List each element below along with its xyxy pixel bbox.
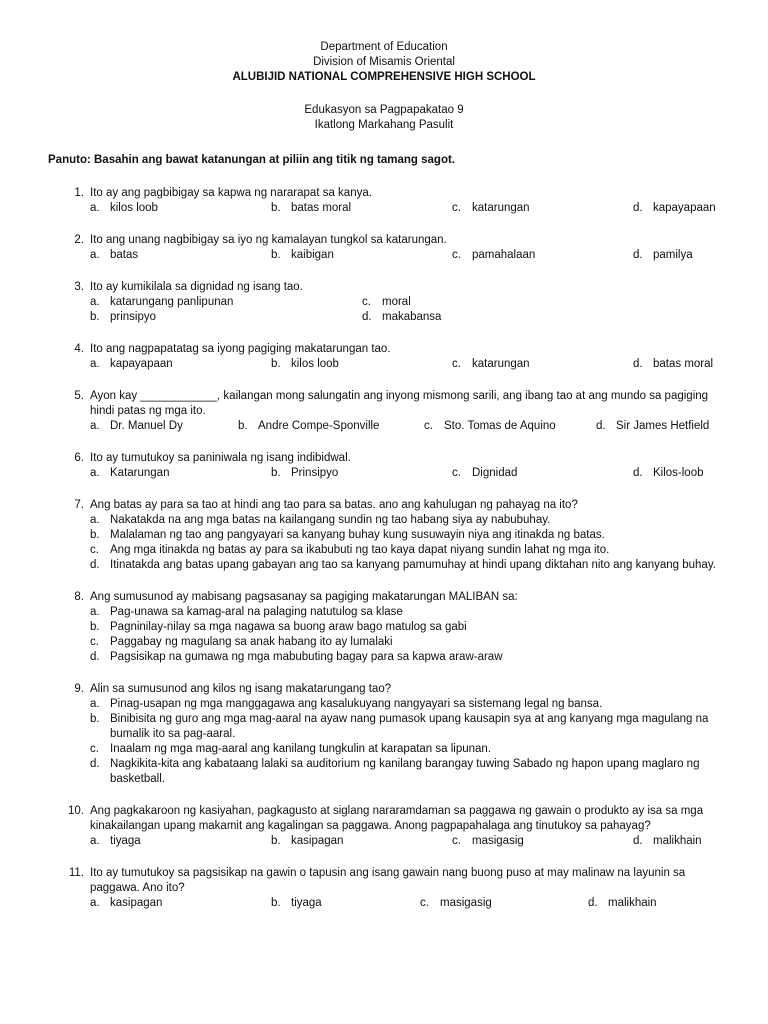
question-text: Ang pagkakaroon ng kasiyahan, pagkagusto at siglang nararamdaman sa paggawa ng gawain o produkto ay isa sa mga kinakailangan upang makamit ang kagalingan sa paggawa. Anong pagpapahalaga ang tinutukoy sa pahayag?: [90, 805, 704, 832]
option-label: b.: [90, 529, 100, 541]
question-number: 9.: [74, 683, 84, 695]
option-label: a.: [90, 420, 100, 432]
option-b: [271, 834, 343, 849]
option-label: b.: [271, 358, 281, 370]
option-text: Pinag-usapan ng mga manggagawa ang kasalukuyang nangyayari sa sistemang legal ng bansa.: [110, 698, 603, 710]
options-row: [90, 896, 724, 911]
question-number: 2.: [74, 234, 84, 246]
option-b: [90, 620, 724, 635]
option-label: b.: [271, 202, 281, 214]
option-text: batas moral: [653, 358, 714, 370]
question-7: [68, 498, 724, 573]
question-text: Ito ay tumutukoy sa pagsisikap na gawin o tapusin ang isang gawain nang buong puso at may malinaw na layunin sa paggawa. Ano ito?: [90, 867, 686, 894]
options-row: [90, 357, 724, 372]
option-label: c.: [90, 636, 99, 648]
option-label: c.: [90, 743, 99, 755]
option-a: [90, 248, 138, 263]
option-b: [271, 248, 334, 263]
option-c: [90, 742, 724, 757]
option-label: d.: [633, 358, 643, 370]
question-number: 11.: [68, 867, 84, 879]
option-text: Nagkikita-kita ang kabataang lalaki sa auditorium ng kanilang barangay tuwing Sabado ng hapon upang maglaro ng basketball.: [110, 758, 700, 785]
subject-block: [0, 103, 768, 133]
option-label: a.: [90, 698, 100, 710]
option-text: Katarungan: [110, 467, 170, 479]
option-label: b.: [271, 249, 281, 261]
option-b: [271, 896, 322, 911]
option-label: b.: [90, 713, 100, 725]
question-text: Ayon kay ____________, kailangan mong salungatin ang inyong mismong sarili, ang ibang tao at ang mundo sa pagiging hindi patas ng mga ito.: [90, 390, 709, 417]
option-d: [90, 757, 724, 787]
question-3: [68, 280, 724, 325]
option-text: Nakatakda na ang mga batas na kailangang sundin ng tao habang siya ay nabubuhay.: [110, 514, 551, 526]
option-a: [90, 697, 724, 712]
option-b: [90, 310, 156, 325]
question-6: [68, 451, 724, 481]
option-a: [90, 513, 724, 528]
option-d: [596, 419, 709, 434]
option-c: [452, 466, 517, 481]
option-text: tiyaga: [110, 835, 141, 847]
option-text: Paggabay ng magulang sa anak habang ito ay lumalaki: [110, 636, 393, 648]
option-text: katarungan: [472, 202, 530, 214]
option-label: c.: [452, 835, 461, 847]
option-label: d.: [633, 835, 643, 847]
option-label: b.: [271, 835, 281, 847]
option-label: b.: [238, 420, 248, 432]
option-label: d.: [362, 311, 372, 323]
option-text: katarungang panlipunan: [110, 296, 234, 308]
option-label: a.: [90, 835, 100, 847]
option-text: kasipagan: [291, 835, 344, 847]
option-text: Pagsisikap na gumawa ng mga mabubuting bagay para sa kapwa araw-araw: [110, 651, 503, 663]
option-d: [362, 310, 441, 325]
option-text: Kilos-loob: [653, 467, 704, 479]
option-text: Pag-unawa sa kamag-aral na palaging natutulog sa klase: [110, 606, 403, 618]
option-a: [90, 605, 724, 620]
option-d: [633, 201, 716, 216]
question-text: Ito ay kumikilala sa dignidad ng isang tao.: [90, 281, 303, 293]
option-a: [90, 466, 169, 481]
option-a: [90, 357, 173, 372]
option-text: moral: [382, 296, 411, 308]
option-a: [90, 295, 233, 310]
option-label: a.: [90, 514, 100, 526]
option-c: [90, 635, 724, 650]
option-text: malikhain: [653, 835, 702, 847]
option-text: Sir James Hetfield: [616, 420, 710, 432]
question-1: [68, 186, 724, 216]
option-label: a.: [90, 296, 100, 308]
question-number: 1.: [74, 187, 84, 199]
option-text: Binibisita ng guro ang mga mag-aaral na ayaw nang pumasok upang kausapin sya at ang kanyang mga magulang na bumalik ito sa pag-aaral.: [110, 713, 709, 740]
option-text: Dr. Manuel Dy: [110, 420, 183, 432]
question-11: [68, 866, 724, 911]
option-label: b.: [271, 897, 281, 909]
option-label: d.: [90, 651, 100, 663]
option-text: kapayapaan: [110, 358, 173, 370]
option-label: d.: [588, 897, 598, 909]
option-label: c.: [424, 420, 433, 432]
option-label: a.: [90, 467, 100, 479]
option-text: Malalaman ng tao ang pangyayari sa kanyang buhay kung susuwayin niya ang itinakda ng batas.: [110, 529, 605, 541]
option-c: [90, 543, 724, 558]
option-label: c.: [452, 249, 461, 261]
options-grid: [90, 295, 724, 325]
option-text: Dignidad: [472, 467, 518, 479]
option-label: c.: [420, 897, 429, 909]
option-text: kasipagan: [110, 897, 163, 909]
option-text: malikhain: [608, 897, 657, 909]
option-b: [271, 357, 339, 372]
subject-title: Edukasyon sa Pagpapakatao 9: [304, 104, 464, 116]
question-number: 5.: [74, 390, 84, 402]
question-text: Ito ang nagpapatatag sa iyong pagiging makatarungan tao.: [90, 343, 391, 355]
options-row: [90, 248, 724, 263]
option-c: [420, 896, 492, 911]
option-text: Andre Compe-Sponville: [258, 420, 380, 432]
option-b: [238, 419, 379, 434]
question-text: Ang sumusunod ay mabisang pagsasanay sa pagiging makatarungan MALIBAN sa:: [90, 591, 518, 603]
option-text: Prinsipyo: [291, 467, 339, 479]
option-text: prinsipyo: [110, 311, 157, 323]
option-a: [90, 201, 158, 216]
option-c: [424, 419, 556, 434]
option-text: batas: [110, 249, 139, 261]
question-number: 8.: [74, 591, 84, 603]
option-c: [452, 201, 530, 216]
question-9: [68, 682, 724, 787]
option-c: [362, 295, 411, 310]
option-label: c.: [90, 544, 99, 556]
option-text: Ang mga itinakda ng batas ay para sa ikabubuti ng tao kaya dapat niyang sundin lahat ng mga ito.: [110, 544, 610, 556]
option-text: Pagninilay-nilay sa mga nagawa sa buong araw bago matulog sa gabi: [110, 621, 467, 633]
option-label: b.: [90, 311, 100, 323]
option-d: [633, 466, 704, 481]
option-label: a.: [90, 358, 100, 370]
option-c: [452, 248, 535, 263]
option-label: d.: [633, 202, 643, 214]
option-label: b.: [90, 621, 100, 633]
directions: Panuto: Basahin ang bawat katanungan at piliin ang titik ng tamang sagot.: [48, 154, 456, 166]
option-a: [90, 896, 162, 911]
option-label: a.: [90, 897, 100, 909]
option-d: [90, 558, 724, 573]
department-name: Department of Education: [320, 41, 448, 53]
option-label: c.: [452, 358, 461, 370]
option-label: a.: [90, 249, 100, 261]
option-a: [90, 419, 183, 434]
option-text: pamilya: [653, 249, 693, 261]
option-d: [588, 896, 657, 911]
option-text: kaibigan: [291, 249, 334, 261]
option-d: [633, 357, 713, 372]
division-name: Division of Misamis Oriental: [313, 56, 455, 68]
option-label: a.: [90, 606, 100, 618]
option-label: d.: [90, 758, 100, 770]
option-text: pamahalaan: [472, 249, 536, 261]
options-row: [90, 419, 724, 434]
option-c: [452, 834, 524, 849]
question-5: [68, 389, 724, 434]
question-8: [68, 590, 724, 665]
document-header: [0, 0, 768, 85]
question-text: Ang batas ay para sa tao at hindi ang tao para sa batas. ano ang kahulugan ng pahayag na ito?: [90, 499, 578, 511]
question-number: 3.: [74, 281, 84, 293]
question-text: Ito ay ang pagbibigay sa kapwa ng nararapat sa kanya.: [90, 187, 372, 199]
question-text: Ito ay tumutukoy sa paniniwala ng isang indibidwal.: [90, 452, 351, 464]
option-d: [633, 834, 702, 849]
school-name: ALUBIJID NATIONAL COMPREHENSIVE HIGH SCHOOL: [232, 71, 536, 83]
options-row: [90, 201, 724, 216]
option-text: Itinatakda ang batas upang gabayan ang tao sa kanyang pamumuhay at hindi upang diktahan nito ang kanyang buhay.: [110, 559, 716, 571]
option-label: d.: [90, 559, 100, 571]
question-number: 4.: [74, 343, 84, 355]
question-number: 7.: [74, 499, 84, 511]
option-text: kilos loob: [110, 202, 158, 214]
question-text: Ito ang unang nagbibigay sa iyo ng kamalayan tungkol sa katarungan.: [90, 234, 447, 246]
option-a: [90, 834, 141, 849]
option-label: b.: [271, 467, 281, 479]
option-label: d.: [596, 420, 606, 432]
option-text: makabansa: [382, 311, 442, 323]
option-text: masigasig: [472, 835, 524, 847]
option-d: [90, 650, 724, 665]
question-number: 6.: [74, 452, 84, 464]
option-label: c.: [452, 202, 461, 214]
option-b: [90, 528, 724, 543]
options-row: [90, 834, 724, 849]
option-text: katarungan: [472, 358, 530, 370]
option-text: masigasig: [440, 897, 492, 909]
exam-title: Ikatlong Markahang Pasulit: [314, 119, 454, 131]
option-label: c.: [362, 296, 371, 308]
option-c: [452, 357, 530, 372]
option-text: batas moral: [291, 202, 352, 214]
option-b: [271, 466, 338, 481]
option-label: a.: [90, 202, 100, 214]
option-label: d.: [633, 467, 643, 479]
options-row: [90, 466, 724, 481]
option-d: [633, 248, 693, 263]
option-text: Sto. Tomas de Aquino: [444, 420, 556, 432]
question-10: [68, 804, 724, 849]
question-text: Alin sa sumusunod ang kilos ng isang makatarungang tao?: [90, 683, 392, 695]
option-label: d.: [633, 249, 643, 261]
option-text: Inaalam ng mga mag-aaral ang kanilang tungkulin at karapatan sa lipunan.: [110, 743, 492, 755]
option-label: c.: [452, 467, 461, 479]
option-b: [90, 712, 724, 742]
option-text: kilos loob: [291, 358, 339, 370]
question-2: [68, 233, 724, 263]
option-text: kapayapaan: [653, 202, 716, 214]
question-4: [68, 342, 724, 372]
option-b: [271, 201, 351, 216]
question-number: 10.: [68, 805, 84, 817]
option-text: tiyaga: [291, 897, 322, 909]
